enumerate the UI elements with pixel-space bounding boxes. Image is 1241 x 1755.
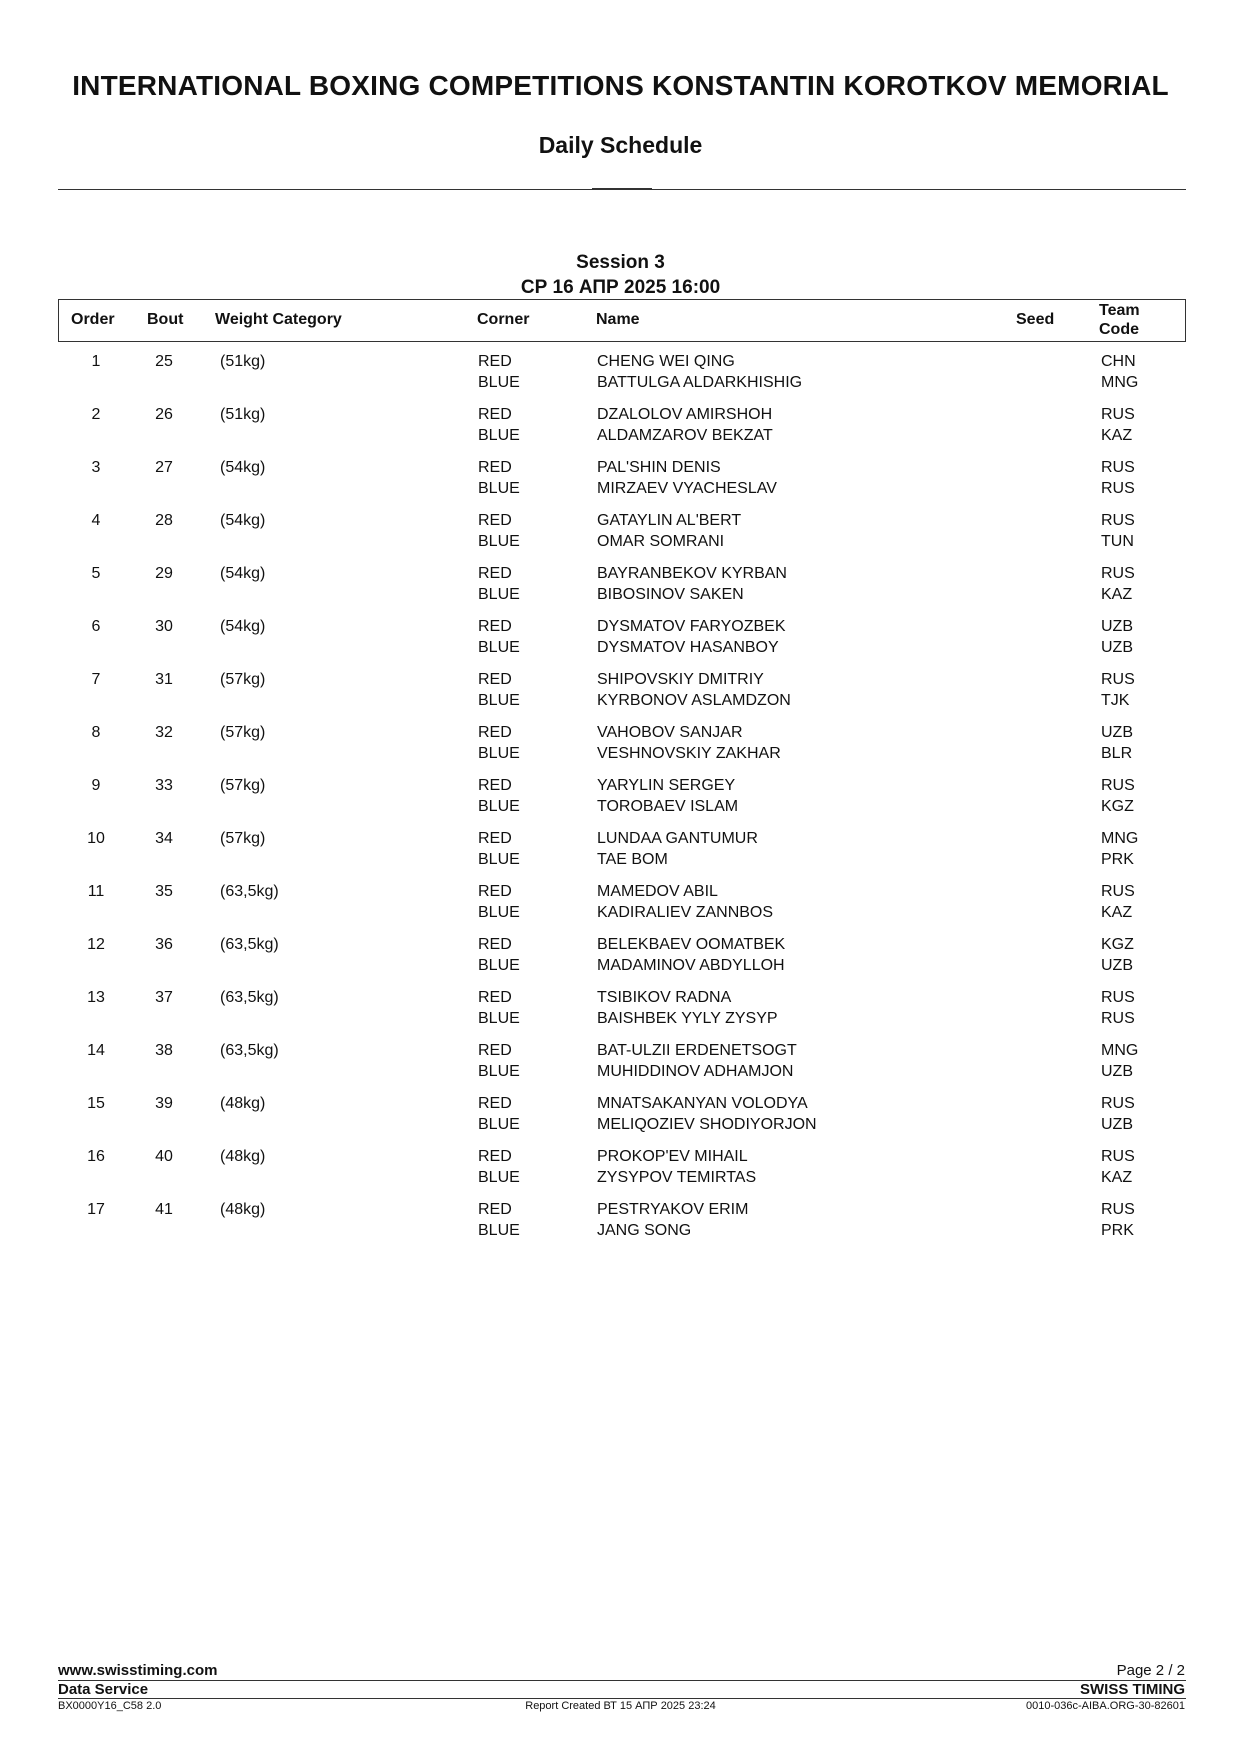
cell-corner (478, 723, 520, 764)
cell-team-code-blue: RUS (1101, 479, 1135, 497)
cell-order: 9 (91, 777, 101, 794)
cell-team-code (1101, 670, 1135, 711)
footer-website: www.swisstiming.com (58, 1662, 218, 1679)
cell-boxer-name-blue: ZYSYPOV TEMIRTAS (597, 1168, 757, 1186)
cell-corner (478, 617, 520, 658)
cell-boxer-name-blue: BAISHBEK YYLY ZYSYP (597, 1009, 778, 1027)
cell-boxer-name (597, 670, 791, 711)
cell-boxer-name (597, 935, 785, 976)
cell-team-code-blue: UZB (1101, 638, 1133, 656)
table-row (58, 882, 1186, 935)
cell-corner-red: RED (478, 1095, 512, 1112)
cell-corner-red: RED (478, 565, 512, 582)
cell-bout: 37 (155, 989, 173, 1006)
cell-corner-red: RED (478, 883, 512, 900)
cell-weight-category: (51kg) (220, 406, 266, 423)
cell-team-code-red: RUS (1101, 459, 1135, 476)
cell-team-code-red: RUS (1101, 1095, 1135, 1112)
col-header-weight: Weight Category (215, 311, 342, 328)
cell-boxer-name (597, 723, 781, 764)
footer-data-service: Data Service (58, 1681, 149, 1698)
cell-order: 11 (87, 883, 105, 900)
cell-boxer-name-red: BELEKBAEV OOMATBEK (597, 936, 786, 953)
cell-team-code (1101, 829, 1138, 870)
session-datetime: СР 16 АПР 2025 16:00 (520, 277, 721, 298)
footer-divider (58, 1680, 1186, 1681)
cell-team-code-red: RUS (1101, 777, 1135, 794)
cell-team-code-blue: KAZ (1101, 585, 1133, 603)
cell-team-code (1101, 882, 1135, 923)
cell-boxer-name-red: CHENG WEI QING (597, 353, 735, 370)
cell-boxer-name-blue: KYRBONOV ASLAMDZON (597, 691, 791, 709)
cell-team-code-blue: MNG (1101, 373, 1139, 391)
cell-team-code-blue: UZB (1101, 1062, 1133, 1080)
cell-corner-red: RED (478, 724, 512, 741)
col-header-corner: Corner (477, 311, 530, 328)
cell-corner-red: RED (478, 936, 512, 953)
cell-boxer-name-red: GATAYLIN AL'BERT (597, 512, 742, 529)
cell-bout: 32 (155, 724, 173, 741)
cell-boxer-name (597, 988, 778, 1029)
cell-boxer-name (597, 458, 777, 499)
cell-team-code (1101, 723, 1133, 764)
cell-order: 12 (87, 936, 105, 953)
cell-boxer-name (597, 829, 758, 870)
cell-corner-red: RED (478, 1148, 512, 1165)
cell-weight-category: (48kg) (220, 1148, 266, 1165)
table-row (58, 988, 1186, 1041)
cell-bout: 41 (155, 1201, 173, 1218)
session-heading (0, 250, 1241, 300)
cell-corner (478, 776, 520, 817)
cell-corner (478, 511, 520, 552)
cell-team-code-blue: PRK (1101, 850, 1134, 868)
col-header-order: Order (71, 311, 115, 328)
table-row (58, 1147, 1186, 1200)
cell-corner-blue: BLUE (478, 532, 520, 550)
cell-order: 13 (87, 989, 105, 1006)
cell-corner-blue: BLUE (478, 1115, 520, 1133)
cell-corner-red: RED (478, 830, 512, 847)
cell-team-code (1101, 564, 1135, 605)
cell-team-code (1101, 935, 1134, 976)
table-row (58, 1200, 1186, 1253)
cell-bout: 36 (155, 936, 173, 953)
cell-boxer-name-red: PESTRYAKOV ERIM (597, 1201, 749, 1218)
cell-bout: 29 (155, 565, 173, 582)
cell-boxer-name-blue: TAE BOM (597, 850, 668, 868)
cell-corner-red: RED (478, 989, 512, 1006)
cell-boxer-name-red: MNATSAKANYAN VOLODYA (597, 1095, 808, 1112)
cell-corner-blue: BLUE (478, 1009, 520, 1027)
cell-boxer-name-blue: JANG SONG (597, 1221, 692, 1239)
cell-weight-category: (54kg) (220, 565, 266, 582)
footer-report-created: Report Created ВТ 15 АПР 2025 23:24 (525, 1700, 716, 1712)
table-row (58, 617, 1186, 670)
cell-corner (478, 935, 520, 976)
cell-team-code-red: RUS (1101, 1148, 1135, 1165)
cell-team-code (1101, 458, 1135, 499)
cell-team-code-red: RUS (1101, 989, 1135, 1006)
cell-boxer-name-red: PAL'SHIN DENIS (597, 459, 721, 476)
cell-order: 16 (87, 1148, 105, 1165)
cell-team-code-red: KGZ (1101, 936, 1134, 953)
cell-weight-category: (63,5kg) (220, 883, 279, 900)
table-row (58, 1094, 1186, 1147)
cell-corner-blue: BLUE (478, 1221, 520, 1239)
cell-order: 7 (91, 671, 101, 688)
cell-corner (478, 564, 520, 605)
table-row (58, 405, 1186, 458)
table-row (58, 935, 1186, 988)
cell-order: 4 (91, 512, 101, 529)
cell-corner-blue: BLUE (478, 744, 520, 762)
table-row (58, 829, 1186, 882)
cell-team-code-red: UZB (1101, 618, 1133, 635)
cell-corner-blue: BLUE (478, 956, 520, 974)
document-subtitle: Daily Schedule (538, 132, 703, 158)
cell-team-code-blue: UZB (1101, 1115, 1133, 1133)
cell-corner-red: RED (478, 512, 512, 529)
cell-boxer-name-blue: MADAMINOV ABDYLLOH (597, 956, 785, 974)
cell-team-code (1101, 1094, 1135, 1135)
cell-boxer-name-red: DYSMATOV FARYOZBEK (597, 618, 786, 635)
col-header-team-line1: Team (1099, 302, 1140, 319)
cell-order: 10 (87, 830, 105, 847)
cell-boxer-name-red: YARYLIN SERGEY (597, 777, 736, 794)
footer-brand: SWISS TIMING (1080, 1681, 1185, 1698)
table-row (58, 458, 1186, 511)
cell-boxer-name-blue: BATTULGA ALDARKHISHIG (597, 373, 803, 391)
cell-boxer-name (597, 564, 787, 605)
cell-team-code-red: MNG (1101, 1042, 1139, 1059)
table-row (58, 670, 1186, 723)
cell-boxer-name-red: MAMEDOV ABIL (597, 883, 718, 900)
cell-team-code-blue: KAZ (1101, 903, 1133, 921)
cell-weight-category: (57kg) (220, 830, 266, 847)
document-title: INTERNATIONAL BOXING COMPETITIONS KONSTANTIN KOROTKOV MEMORIAL (72, 70, 1169, 101)
cell-corner-blue: BLUE (478, 1168, 520, 1186)
cell-corner-blue: BLUE (478, 691, 520, 709)
table-header (58, 299, 1186, 342)
cell-team-code (1101, 1200, 1135, 1241)
cell-team-code-blue: UZB (1101, 956, 1133, 974)
cell-corner-blue: BLUE (478, 1062, 520, 1080)
cell-bout: 39 (155, 1095, 173, 1112)
cell-team-code-red: RUS (1101, 406, 1135, 423)
cell-bout: 26 (155, 406, 173, 423)
cell-order: 1 (91, 353, 101, 370)
cell-order: 2 (91, 406, 101, 423)
cell-team-code (1101, 988, 1135, 1029)
cell-corner (478, 882, 520, 923)
cell-weight-category: (48kg) (220, 1201, 266, 1218)
cell-team-code-blue: KAZ (1101, 426, 1133, 444)
col-header-bout: Bout (147, 311, 184, 328)
cell-bout: 40 (155, 1148, 173, 1165)
cell-boxer-name-blue: DYSMATOV HASANBOY (597, 638, 779, 656)
cell-bout: 27 (155, 459, 173, 476)
cell-corner-blue: BLUE (478, 903, 520, 921)
cell-corner-blue: BLUE (478, 373, 520, 391)
cell-boxer-name-blue: ALDAMZAROV BEKZAT (597, 426, 773, 444)
cell-order: 14 (87, 1042, 105, 1059)
cell-boxer-name-blue: KADIRALIEV ZANNBOS (597, 903, 774, 921)
cell-team-code (1101, 511, 1135, 552)
table-row (58, 1041, 1186, 1094)
cell-corner-blue: BLUE (478, 585, 520, 603)
cell-corner (478, 458, 520, 499)
cell-boxer-name-red: LUNDAA GANTUMUR (597, 830, 758, 847)
cell-boxer-name-blue: BIBOSINOV SAKEN (597, 585, 744, 603)
cell-team-code (1101, 1147, 1135, 1188)
cell-boxer-name (597, 617, 786, 658)
cell-corner-red: RED (478, 777, 512, 794)
cell-team-code-blue: PRK (1101, 1221, 1134, 1239)
cell-team-code (1101, 1041, 1138, 1082)
cell-corner-red: RED (478, 459, 512, 476)
cell-corner-blue: BLUE (478, 797, 520, 815)
cell-weight-category: (57kg) (220, 671, 266, 688)
cell-weight-category: (63,5kg) (220, 1042, 279, 1059)
cell-boxer-name-blue: VESHNOVSKIY ZAKHAR (597, 744, 781, 762)
col-header-seed: Seed (1016, 311, 1055, 328)
cell-order: 8 (91, 724, 101, 741)
footer-report-code: BX0000Y16_C58 2.0 (58, 1700, 162, 1712)
cell-corner (478, 352, 520, 393)
cell-boxer-name-blue: OMAR SOMRANI (597, 532, 725, 550)
cell-corner (478, 1041, 520, 1082)
cell-boxer-name (597, 405, 773, 446)
cell-bout: 35 (155, 883, 173, 900)
cell-weight-category: (51kg) (220, 353, 266, 370)
footer-page-number: Page 2 / 2 (1116, 1662, 1185, 1679)
table-row (58, 776, 1186, 829)
cell-boxer-name (597, 1147, 756, 1188)
schedule-table-body (58, 352, 1186, 1253)
cell-bout: 25 (155, 353, 173, 370)
cell-bout: 31 (155, 671, 173, 688)
cell-boxer-name-red: PROKOP'EV MIHAIL (597, 1148, 748, 1165)
cell-boxer-name (597, 776, 738, 817)
cell-team-code-red: RUS (1101, 512, 1135, 529)
cell-bout: 28 (155, 512, 173, 529)
cell-corner-blue: BLUE (478, 850, 520, 868)
cell-team-code-blue: KAZ (1101, 1168, 1133, 1186)
cell-boxer-name (597, 1094, 817, 1135)
cell-boxer-name-red: BAT-ULZII ERDENETSOGT (597, 1042, 797, 1059)
cell-boxer-name (597, 882, 773, 923)
cell-corner (478, 988, 520, 1029)
cell-boxer-name-red: BAYRANBEKOV KYRBAN (597, 565, 787, 582)
cell-corner-blue: BLUE (478, 479, 520, 497)
cell-team-code-red: RUS (1101, 1201, 1135, 1218)
cell-team-code-blue: TJK (1101, 691, 1130, 709)
cell-team-code (1101, 617, 1133, 658)
col-header-name: Name (596, 311, 640, 328)
cell-corner (478, 670, 520, 711)
cell-team-code-red: RUS (1101, 671, 1135, 688)
cell-team-code-blue: KGZ (1101, 797, 1134, 815)
cell-weight-category: (57kg) (220, 724, 266, 741)
cell-weight-category: (48kg) (220, 1095, 266, 1112)
cell-corner-red: RED (478, 406, 512, 423)
cell-bout: 33 (155, 777, 173, 794)
header-divider-accent (592, 188, 652, 190)
cell-corner (478, 829, 520, 870)
cell-team-code (1101, 405, 1135, 446)
footer-doc-id: 0010-036c-AIBA.ORG-30-82601 (1026, 1700, 1185, 1712)
cell-boxer-name (597, 352, 802, 393)
col-header-team-line2: Code (1099, 321, 1139, 338)
cell-boxer-name (597, 1200, 748, 1241)
cell-corner (478, 1147, 520, 1188)
cell-weight-category: (57kg) (220, 777, 266, 794)
cell-boxer-name (597, 511, 741, 552)
cell-bout: 30 (155, 618, 173, 635)
cell-weight-category: (54kg) (220, 512, 266, 529)
cell-weight-category: (63,5kg) (220, 936, 279, 953)
table-row (58, 564, 1186, 617)
cell-bout: 34 (155, 830, 173, 847)
cell-corner (478, 1200, 520, 1241)
cell-order: 5 (91, 565, 101, 582)
cell-corner-blue: BLUE (478, 638, 520, 656)
table-row (58, 723, 1186, 776)
cell-corner-red: RED (478, 671, 512, 688)
cell-team-code-red: MNG (1101, 830, 1139, 847)
cell-team-code-red: RUS (1101, 883, 1135, 900)
footer-divider-2 (58, 1698, 1186, 1699)
cell-boxer-name-blue: TOROBAEV ISLAM (597, 797, 739, 815)
cell-order: 17 (87, 1201, 105, 1218)
table-row (58, 352, 1186, 405)
cell-boxer-name-red: TSIBIKOV RADNA (597, 989, 732, 1006)
cell-boxer-name-red: VAHOBOV SANJAR (597, 724, 743, 741)
cell-corner (478, 405, 520, 446)
cell-corner (478, 1094, 520, 1135)
cell-boxer-name-blue: MIRZAEV VYACHESLAV (597, 479, 777, 497)
cell-corner-red: RED (478, 353, 512, 370)
cell-corner-red: RED (478, 1201, 512, 1218)
cell-corner-red: RED (478, 1042, 512, 1059)
cell-boxer-name-red: DZALOLOV AMIRSHOH (597, 406, 773, 423)
cell-team-code-blue: TUN (1101, 532, 1134, 550)
cell-boxer-name (597, 1041, 797, 1082)
cell-team-code-red: CHN (1101, 353, 1136, 370)
table-row (58, 511, 1186, 564)
cell-boxer-name-red: SHIPOVSKIY DMITRIY (597, 671, 764, 688)
cell-team-code (1101, 776, 1135, 817)
cell-weight-category: (54kg) (220, 618, 266, 635)
cell-team-code-blue: BLR (1101, 744, 1133, 762)
cell-boxer-name-blue: MUHIDDINOV ADHAMJON (597, 1062, 794, 1080)
cell-team-code (1101, 352, 1138, 393)
cell-corner-red: RED (478, 618, 512, 635)
session-name: Session 3 (576, 252, 665, 273)
cell-boxer-name-blue: MELIQOZIEV SHODIYORJON (597, 1115, 817, 1133)
col-header-team-code (1099, 301, 1140, 339)
cell-weight-category: (54kg) (220, 459, 266, 476)
cell-team-code-red: RUS (1101, 565, 1135, 582)
cell-order: 6 (91, 618, 101, 635)
cell-order: 15 (87, 1095, 105, 1112)
cell-bout: 38 (155, 1042, 173, 1059)
cell-corner-blue: BLUE (478, 426, 520, 444)
cell-order: 3 (91, 459, 101, 476)
cell-weight-category: (63,5kg) (220, 989, 279, 1006)
cell-team-code-red: UZB (1101, 724, 1133, 741)
cell-team-code-blue: RUS (1101, 1009, 1135, 1027)
